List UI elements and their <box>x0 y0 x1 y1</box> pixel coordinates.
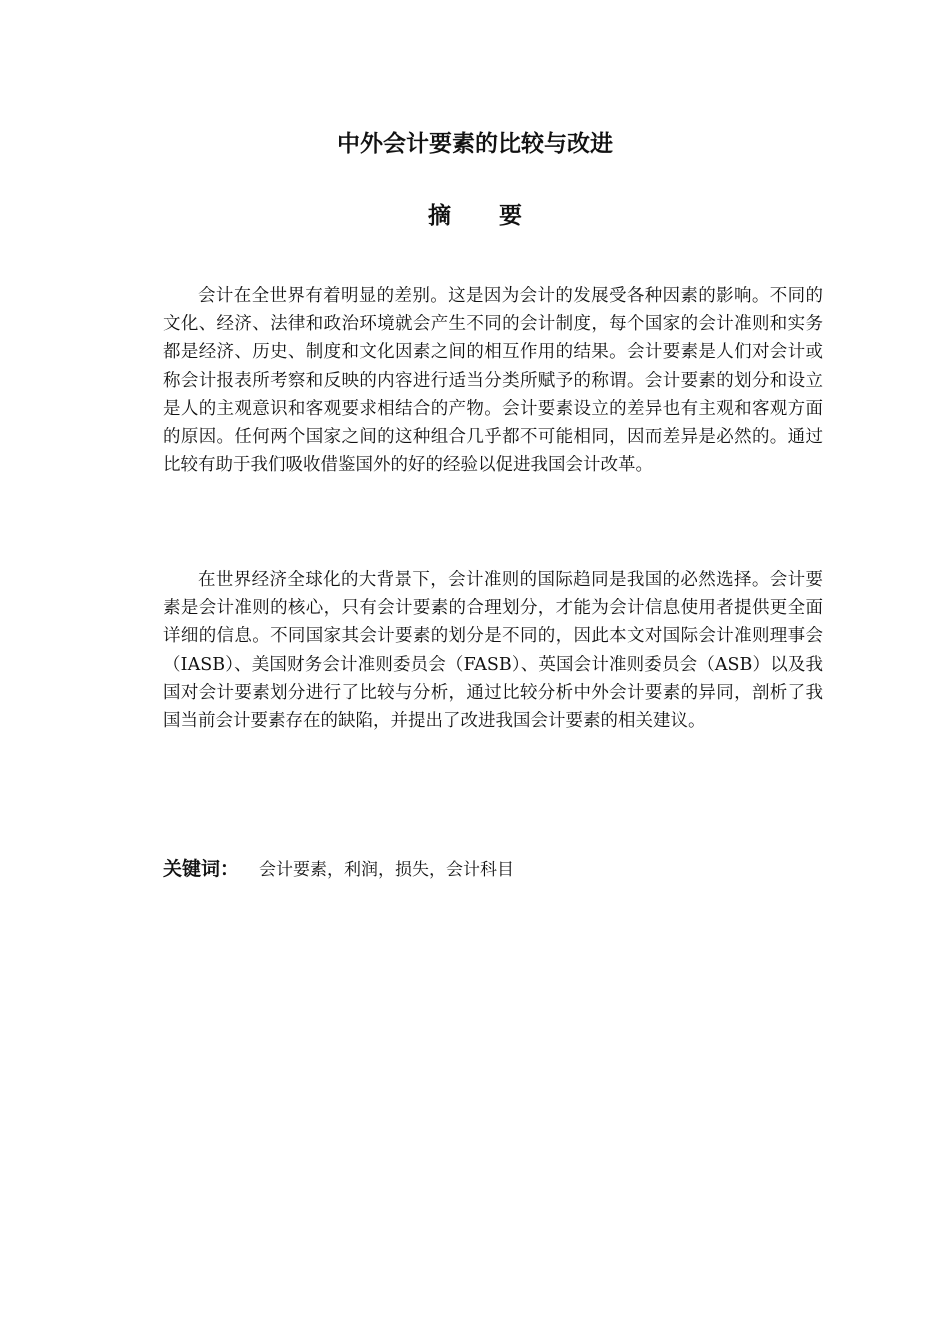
abstract-paragraph-2: 在世界经济全球化的大背景下，会计准则的国际趋同是我国的必然选择。会计要素是会计准则的核心，只有会计要素的合理划分，才能为会计信息使用者提供更全面详细的信息。不同国家其会计要素的划分是不同的，因此本文对国际会计准则理事会（IASB）、美国财务会计准则委员会（FASB）、英国会计准则委员会（ASB）以及我国对会计要素划分进行了比较与分析，通过比较分析中外会计要素的异同，剖析了我国当前会计要素存在的缺陷，并提出了改进我国会计要素的相关建议。 <box>163 570 823 732</box>
keywords-label: 关键词： <box>163 858 240 880</box>
abstract-heading: 摘要 <box>428 203 570 229</box>
keywords-value: 会计要素，利润，损失，会计科目 <box>259 860 515 880</box>
document-title: 中外会计要素的比较与改进 <box>337 131 613 157</box>
abstract-paragraph-1: 会计在全世界有着明显的差别。这是因为会计的发展受各种因素的影响。不同的文化、经济、法律和政治环境就会产生不同的会计制度，每个国家的会计准则和实务都是经济、历史、制度和文化因素之间的相互作用的结果。会计要素是人们对会计或称会计报表所考察和反映的内容进行适当分类所赋予的称谓。会计要素的划分和设立是人的主观意识和客观要求相结合的产物。会计要素设立的差异也有主观和客观方面的原因。任何两个国家之间的这种组合几乎都不可能相同，因而差异是必然的。通过比较有助于我们吸收借鉴国外的好的经验以促进我国会计改革。 <box>163 286 823 476</box>
keywords-line <box>163 855 823 884</box>
